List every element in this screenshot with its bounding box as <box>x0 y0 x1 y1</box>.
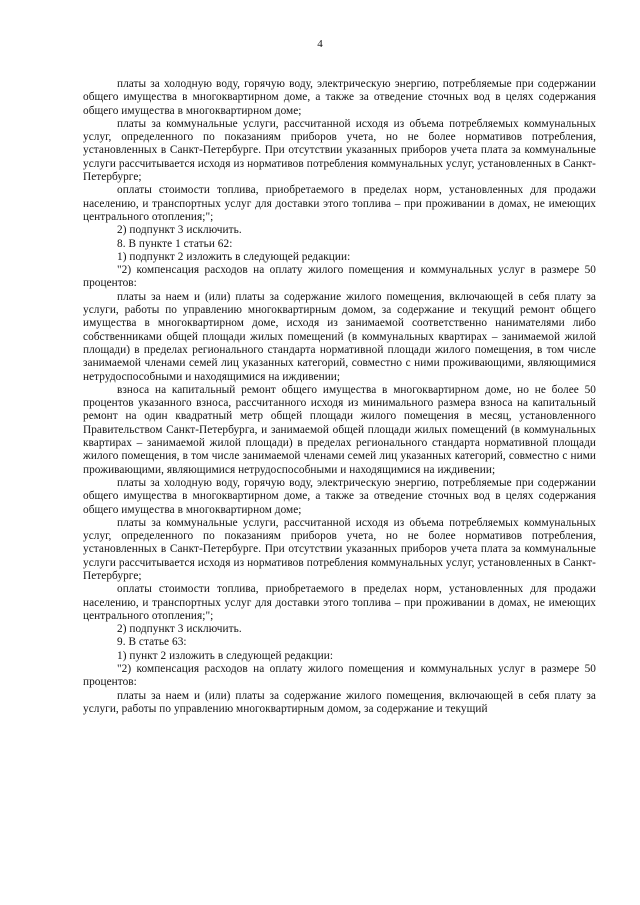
paragraph: 8. В пункте 1 статьи 62: <box>117 237 233 250</box>
paragraph: 9. В статье 63: <box>117 636 187 649</box>
paragraph: платы за коммунальные услуги, рассчитанной исходя из объема потребляемых коммунальных услуг, определенного по показаниям приборов учета, но не более нормативов потребления, установленных в Санкт-Петербурге. При отсутствии указанных приборов учета плата за коммунальные услуги рассчитывается исходя из нормативов потребления коммунальных услуг, установленных в Санкт-Петербурге; <box>83 117 596 184</box>
document-body <box>83 78 596 716</box>
paragraph: платы за холодную воду, горячую воду, электрическую энергию, потребляемые при содержании общего имущества в многоквартирном доме, а также за отведение сточных вод в целях содержания общего имущества в многоквартирном доме; <box>83 476 596 516</box>
paragraph: 1) подпункт 2 изложить в следующей редакции: <box>117 250 351 263</box>
paragraph: 2) подпункт 3 исключить. <box>117 224 242 237</box>
paragraph: оплаты стоимости топлива, приобретаемого в пределах норм, установленных для продажи населению, и транспортных услуг для доставки этого топлива – при проживании в домах, не имеющих центрального отопления;"; <box>83 583 596 622</box>
paragraph: взноса на капитальный ремонт общего имущества в многоквартирном доме, но не более 50 процентов указанного взноса, рассчитанного исходя из минимального размера взноса на капитальный ремонт на один квадратный метр общей площади жилого помещения в месяц, установленного Правительством Санкт-Петербурга, и занимаемой общей площади жилых помещений (в коммунальных квартирах – занимаемой жилой площади) в пределах регионального стандарта нормативной площади жилого помещения, в том числе занимаемой членами семей лиц указанных категорий, совместно с ними проживающими, являющимися нетрудоспособными и находящимися на иждивении; <box>83 383 596 476</box>
paragraph: "2) компенсация расходов на оплату жилого помещения и коммунальных услуг в размере 50 процентов: <box>83 264 596 290</box>
paragraph: оплаты стоимости топлива, приобретаемого в пределах норм, установленных для продажи населению, и транспортных услуг для доставки этого топлива – при проживании в домах, не имеющих центрального отопления;"; <box>83 184 596 223</box>
paragraph: платы за коммунальные услуги, рассчитанной исходя из объема потребляемых коммунальных услуг, определенного по показаниям приборов учета, но не более нормативов потребления, установленных в Санкт-Петербурге. При отсутствии указанных приборов учета плата за коммунальные услуги рассчитывается исходя из нормативов потребления коммунальных услуг, установленных в Санкт-Петербурге; <box>83 516 596 582</box>
page-number: 4 <box>317 38 323 50</box>
paragraph: "2) компенсация расходов на оплату жилого помещения и коммунальных услуг в размере 50 процентов: <box>83 663 596 689</box>
paragraph: платы за наем и (или) платы за содержание жилого помещения, включающей в себя плату за услуги, работы по управлению многоквартирным домом, за содержание и текущий <box>83 689 596 715</box>
paragraph: 2) подпункт 3 исключить. <box>117 623 242 636</box>
paragraph: 1) пункт 2 изложить в следующей редакции: <box>117 649 334 662</box>
paragraph: платы за наем и (или) платы за содержание жилого помещения, включающей в себя плату за услуги, работы по управлению многоквартирным домом, за содержание и текущий ремонт общего имущества в многоквартирном доме, исходя из занимаемой соответственно нанимателями либо собственниками общей площади жилых помещений (в коммунальных квартирах – занимаемой жилой площади) в пределах регионального стандарта нормативной площади жилого помещения, в том числе занимаемой членами семей лиц указанных категорий, совместно с ними проживающими, являющимися нетрудоспособными и находящимися на иждивении; <box>83 290 596 383</box>
paragraph: платы за холодную воду, горячую воду, электрическую энергию, потребляемые при содержании общего имущества в многоквартирном доме, а также за отведение сточных вод в целях содержания общего имущества в многоквартирном доме; <box>83 78 596 117</box>
